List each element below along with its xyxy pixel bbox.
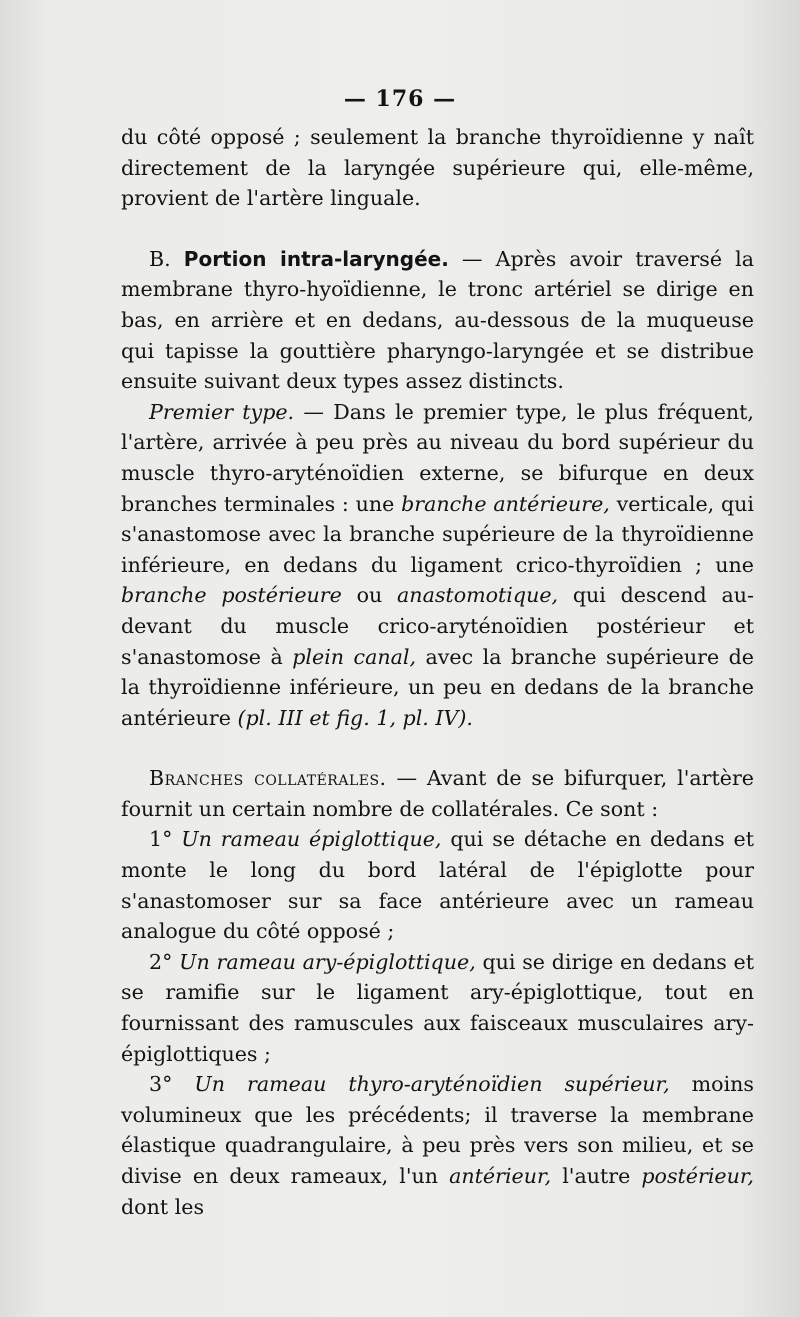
text-run: verticale, qui s'anastomose avec la branche supérieure de la thyroïdienne inférieure, en dedans du ligament crico-thyroïdien ; une bbox=[121, 491, 755, 577]
text-run: ou bbox=[341, 583, 398, 608]
page-number: — 176 — bbox=[343, 86, 457, 112]
list-item-1 bbox=[121, 824, 754, 946]
italic-term: plein canal, bbox=[292, 644, 417, 669]
paragraph-text: — Après avoir traversé la membrane thyro-hyoïdienne, le tronc artériel se dirige en bas, en arrière et en dedans, au-dessous de la muqueuse qui tapisse la gouttière pharyngo-laryngée et se distribue ensuite suivant deux types assez distincts. bbox=[121, 246, 755, 394]
list-item-3 bbox=[121, 1069, 754, 1222]
italic-term: branche antérieure, bbox=[401, 491, 610, 516]
section-label: B. bbox=[149, 246, 171, 271]
section-heading-small-caps: Branches collatérales. bbox=[149, 766, 387, 791]
list-item-heading: Un rameau thyro-aryténoïdien supérieur, bbox=[194, 1072, 670, 1097]
paragraph-text: — Avant de se bifurquer, l'artère fournit un certain nombre de collatérales. Ce sont : bbox=[121, 766, 754, 821]
list-item-text: qui se dirige en dedans et se ramifie sur le ligament ary-épiglottique, tout en fournissant des ramuscules aux faisceaux musculaires ary-épiglottiques ; bbox=[121, 949, 755, 1066]
subheading-premier-type: Premier type. bbox=[149, 399, 295, 424]
list-item-heading: Un rameau ary-épiglottique, bbox=[179, 949, 476, 974]
text-run: dont les bbox=[121, 1194, 205, 1219]
paragraph-continuation: du côté opposé ; seulement la branche thyroïdienne y naît directement de la laryngée supérieure qui, elle-même, provient de l'artère linguale. bbox=[121, 125, 754, 211]
text-run: l'autre bbox=[551, 1164, 642, 1188]
paragraph-branches-collaterales bbox=[121, 763, 754, 824]
list-item-2 bbox=[121, 947, 754, 1069]
text-run: moins volumineux que les précédents; il traverse la membrane élastique quadrangulaire, à peu près vers son milieu, et se divise en deux rameaux, l'un bbox=[121, 1072, 754, 1188]
list-number: 3° bbox=[149, 1072, 173, 1097]
italic-term: branche postérieure bbox=[121, 583, 342, 608]
text-run: qui descend au-devant du muscle crico-aryténoïdien postérieur et s'anastomose à bbox=[121, 583, 754, 669]
section-heading: Portion intra-laryngée. bbox=[183, 246, 449, 271]
paragraph-premier-type bbox=[121, 397, 754, 734]
text-run: — Dans le premier type, le plus fréquent, l'artère, arrivée à peu près au niveau du bord supérieur du muscle thyro-aryténoïdien externe, se bifurque en deux branches terminales : une bbox=[121, 399, 754, 516]
list-number: 1° bbox=[149, 827, 173, 852]
text-run: avec la branche supérieure de la thyroïdienne inférieure, un peu en dedans de la branche antérieure bbox=[121, 644, 754, 730]
figure-reference: (pl. III et fig. 1, pl. IV). bbox=[237, 705, 473, 730]
list-item-text: qui se détache en dedans et monte le long du bord latéral de l'épiglotte pour s'anastomoser sur sa face antérieure avec un rameau analogue du côté opposé ; bbox=[121, 827, 754, 944]
list-item-heading: Un rameau épiglottique, bbox=[181, 827, 442, 852]
italic-term: antérieur, bbox=[449, 1164, 552, 1188]
page-body bbox=[121, 122, 754, 1222]
italic-term: postérieur, bbox=[641, 1164, 754, 1188]
paragraph-portion-intra-laryngee bbox=[121, 244, 754, 397]
list-number: 2° bbox=[149, 949, 173, 974]
italic-term: anastomotique, bbox=[397, 583, 559, 608]
